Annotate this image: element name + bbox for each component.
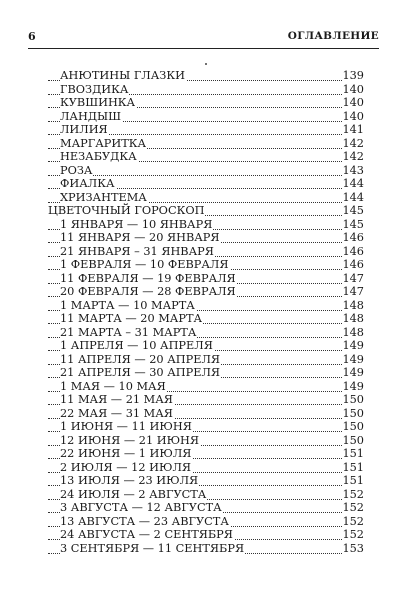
toc-entry-title: 12 ИЮНЯ — 21 ИЮНЯ (60, 433, 200, 447)
toc-entry-page: 140 (342, 82, 364, 96)
toc-entry (48, 542, 364, 556)
toc-entry-title: 1 МАЯ — 10 МАЯ (60, 379, 166, 393)
toc-entry (48, 461, 364, 475)
toc-entry-page: 147 (342, 285, 364, 298)
toc-entry-title: ГВОЗДИКА (60, 82, 129, 96)
toc-entry (48, 245, 364, 259)
toc-entry (48, 393, 364, 407)
toc-entry (48, 380, 364, 394)
toc-entry-title: РОЗА (60, 163, 93, 177)
toc-entry-page: 151 (342, 474, 364, 487)
print-speck (205, 63, 207, 65)
toc-entry (48, 137, 364, 151)
toc-entry (48, 164, 364, 178)
toc-entry-page: 143 (342, 163, 364, 177)
toc-entry-page: 142 (342, 136, 364, 150)
toc-entry-title: 1 ЯНВАРЯ — 10 ЯНВАРЯ (60, 217, 213, 231)
page-number: 6 (28, 30, 36, 43)
toc-entry-title: 22 МАЯ — 31 МАЯ (60, 406, 173, 420)
toc-entry (48, 177, 364, 191)
toc-entry-page: 148 (342, 298, 364, 312)
toc-entry-title: 24 ИЮЛЯ — 2 АВГУСТА (60, 487, 207, 501)
toc-entry-page: 152 (342, 528, 364, 541)
toc-entry-page: 150 (342, 393, 364, 406)
toc-entry-title: НЕЗАБУДКА (60, 150, 137, 163)
toc-entry (48, 231, 364, 245)
toc-entry (48, 150, 364, 164)
toc-entry-title: ХРИЗАНТЕМА (60, 190, 147, 204)
toc-entry-page: 147 (342, 271, 364, 285)
toc-entry-page: 150 (342, 433, 364, 447)
toc-entry-page: 140 (342, 109, 364, 123)
toc-entry (48, 218, 364, 232)
toc-entry (48, 96, 364, 110)
toc-entry (48, 312, 364, 326)
toc-entry (48, 326, 364, 340)
toc-entry-page: 148 (342, 325, 364, 339)
toc-entry (48, 123, 364, 137)
toc-entry-page: 144 (342, 190, 364, 204)
toc-entry-title: 13 АВГУСТА — 23 АВГУСТА (60, 514, 229, 528)
toc-entry-page: 152 (342, 514, 364, 528)
toc-entry (48, 447, 364, 461)
toc-entry-title: 1 ФЕВРАЛЯ — 10 ФЕВРАЛЯ (60, 258, 229, 271)
toc-entry-title: 13 ИЮЛЯ — 23 ИЮЛЯ (60, 474, 199, 487)
toc-entry-page: 140 (342, 96, 364, 109)
toc-entry (48, 191, 364, 205)
toc-entry-title: 21 АПРЕЛЯ — 30 АПРЕЛЯ (60, 366, 221, 379)
toc-entry-title: ЛАНДЫШ (60, 109, 122, 123)
toc-entry-page: 145 (342, 204, 364, 217)
toc-entry-title: ФИАЛКА (60, 177, 115, 190)
toc-entry (48, 353, 364, 367)
toc-entry-title: 11 ФЕВРАЛЯ — 19 ФЕВРАЛЯ (60, 271, 236, 285)
toc-entry (48, 366, 364, 380)
toc-entry (48, 434, 364, 448)
toc-entry-title: 11 МАЯ — 21 МАЯ (60, 393, 173, 406)
toc-entry-page: 148 (342, 312, 364, 325)
toc-entry (48, 488, 364, 502)
toc-entry (48, 501, 364, 515)
running-title: ОГЛАВЛЕНИЕ (287, 30, 379, 42)
table-of-contents (48, 69, 364, 555)
toc-entry-page: 150 (342, 406, 364, 420)
toc-entry-title: 11 АПРЕЛЯ — 20 АПРЕЛЯ (60, 352, 221, 366)
toc-entry-page: 152 (342, 501, 364, 514)
toc-entry-page: 151 (342, 460, 364, 474)
toc-entry (48, 83, 364, 97)
toc-entry (48, 339, 364, 353)
toc-entry (48, 110, 364, 124)
toc-entry-page: 145 (342, 217, 364, 231)
toc-entry (48, 515, 364, 529)
toc-entry-title: ЛИЛИЯ (60, 123, 108, 136)
toc-entry-page: 146 (342, 258, 364, 271)
toc-entry-title: МАРГАРИТКА (60, 136, 147, 150)
toc-entry-page: 141 (342, 123, 364, 136)
toc-entry-title: ЦВЕТОЧНЫЙ ГОРОСКОП (48, 204, 205, 217)
toc-entry-page: 153 (342, 541, 364, 555)
toc-entry (48, 285, 364, 299)
toc-entry-title: 21 МАРТА – 31 МАРТА (60, 325, 197, 339)
toc-entry (48, 204, 364, 218)
toc-entry-title: 3 АВГУСТА — 12 АВГУСТА (60, 501, 222, 514)
toc-entry (48, 69, 364, 83)
toc-entry-page: 149 (342, 339, 364, 352)
toc-entry-title: 11 МАРТА — 20 МАРТА (60, 312, 203, 325)
toc-entry-page: 149 (342, 379, 364, 393)
toc-entry-title: 20 ФЕВРАЛЯ — 28 ФЕВРАЛЯ (60, 285, 236, 298)
toc-entry (48, 528, 364, 542)
toc-entry-page: 146 (342, 244, 364, 258)
toc-entry-title: 11 ЯНВАРЯ — 20 ЯНВАРЯ (60, 231, 220, 244)
toc-entry-page: 151 (342, 447, 364, 460)
toc-entry-page: 149 (342, 366, 364, 379)
toc-entry-title: АНЮТИНЫ ГЛАЗКИ (60, 69, 185, 82)
toc-entry-title: 1 ИЮНЯ — 11 ИЮНЯ (60, 420, 192, 433)
toc-entry (48, 407, 364, 421)
toc-entry-page: 139 (342, 69, 364, 82)
toc-entry-title: 1 МАРТА — 10 МАРТА (60, 298, 195, 312)
toc-entry-page: 146 (342, 231, 364, 244)
toc-entry-title: 21 ЯНВАРЯ – 31 ЯНВАРЯ (60, 244, 214, 258)
toc-entry-page: 149 (342, 352, 364, 366)
toc-entry-title: КУВШИНКА (60, 96, 136, 109)
toc-entry (48, 420, 364, 434)
toc-entry (48, 258, 364, 272)
toc-entry (48, 474, 364, 488)
running-header (28, 30, 379, 49)
toc-entry-title: 24 АВГУСТА — 2 СЕНТЯБРЯ (60, 528, 233, 541)
toc-entry-title: 3 СЕНТЯБРЯ — 11 СЕНТЯБРЯ (60, 541, 245, 555)
toc-entry (48, 299, 364, 313)
toc-entry-title: 22 ИЮНЯ — 1 ИЮЛЯ (60, 447, 192, 460)
toc-entry-title: 2 ИЮЛЯ — 12 ИЮЛЯ (60, 460, 191, 474)
toc-entry (48, 272, 364, 286)
toc-entry-title: 1 АПРЕЛЯ — 10 АПРЕЛЯ (60, 339, 213, 352)
toc-entry-page: 142 (342, 150, 364, 163)
toc-entry-page: 152 (342, 487, 364, 501)
toc-entry-page: 150 (342, 420, 364, 433)
toc-entry-page: 144 (342, 177, 364, 190)
